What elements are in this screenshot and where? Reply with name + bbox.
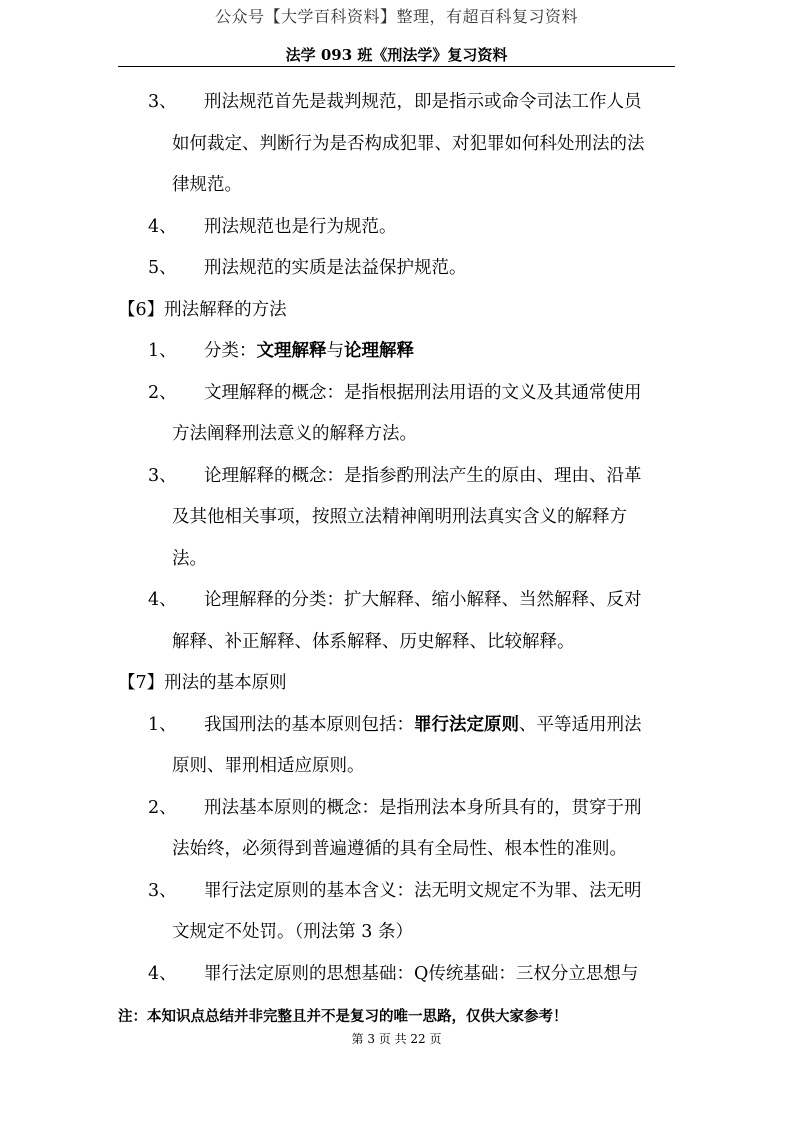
text-fragment: 分类： [204, 341, 257, 361]
list-item [118, 871, 678, 954]
text-fragment: 与 [326, 341, 344, 361]
item-number: 3、 [148, 92, 177, 112]
item-text-line: 文规定不处罚。（刑法第 3 条） [172, 922, 414, 942]
header-divider [118, 66, 675, 67]
item-text-line: 法。 [172, 548, 207, 569]
item-text-line: 解释、补正解释、体系解释、历史解释、比较解释。 [172, 631, 575, 652]
item-text-line: 原则、罪刑相适应原则。 [172, 756, 365, 776]
list-item [118, 82, 678, 207]
item-text-line [204, 331, 678, 373]
text-fragment: 我国刑法的基本原则包括： [204, 714, 414, 735]
item-number: 4、 [148, 963, 177, 984]
watermark-text: 公众号【大学百科资料】整理，有超百科复习资料 [214, 7, 578, 26]
footer-note: 注：本知识点总结并非完整且并不是复习的唯一思路，仅供大家参考！ [118, 1008, 568, 1025]
list-item [118, 248, 678, 290]
page-content [118, 82, 678, 995]
item-text-line: 罪行法定原则的思想基础：Q传统基础：三权分立思想与 [204, 963, 639, 984]
section-heading: 【6】刑法解释的方法 [118, 299, 287, 320]
item-number: 3、 [148, 465, 177, 486]
item-number: 3、 [148, 880, 177, 901]
item-text-line: 法始终，必须得到普遍遵循的具有全局性、根本性的准则。 [172, 839, 627, 859]
text-fragment: 、平等适用刑法 [519, 714, 642, 735]
item-number: 4、 [148, 216, 177, 237]
item-text-line [204, 705, 678, 747]
list-item [118, 373, 678, 456]
list-item [118, 456, 678, 581]
item-text-line: 文理解释的概念：是指根据刑法用语的文义及其通常使用 [204, 382, 642, 403]
page-number: 第 3 页 共 22 页 [351, 1032, 442, 1046]
item-text-line: 刑法规范的实质是法益保护规范。 [204, 258, 467, 278]
item-text-line: 论理解释的概念：是指参酌刑法产生的原由、理由、沿革 [204, 465, 642, 486]
list-item [118, 954, 678, 996]
item-number: 2、 [148, 797, 177, 818]
bold-term: 论理解释 [344, 341, 414, 361]
list-item [118, 580, 678, 663]
list-item [118, 788, 678, 871]
item-text-line: 及其他相关事项，按照立法精神阐明刑法真实含义的解释方 [172, 507, 627, 527]
item-number: 1、 [148, 714, 177, 735]
item-text-line: 律规范。 [172, 175, 242, 195]
item-text-line: 罪行法定原则的基本含义：法无明文规定不为罪、法无明 [204, 880, 642, 901]
item-text-line: 论理解释的分类：扩大解释、缩小解释、当然解释、反对 [204, 590, 642, 610]
item-text-line: 刑法规范首先是裁判规范，即是指示或命令司法工作人员 [204, 92, 642, 112]
bold-term: 文理解释 [256, 341, 327, 361]
list-item [118, 207, 678, 249]
list-item [118, 331, 678, 373]
list-item [118, 705, 678, 788]
item-text-line: 刑法基本原则的概念：是指刑法本身所具有的，贯穿于刑 [204, 797, 642, 818]
item-text-line: 如何裁定、判断行为是否构成犯罪、对犯罪如何科处刑法的法 [172, 133, 645, 154]
item-number: 4、 [148, 590, 177, 610]
section-heading: 【7】刑法的基本原则 [118, 673, 287, 693]
item-text-line: 刑法规范也是行为规范。 [204, 216, 397, 237]
document-title: 法学 093 班《刑法学》复习资料 [285, 46, 508, 64]
item-number: 2、 [148, 382, 177, 403]
item-number: 1、 [148, 341, 177, 361]
item-text-line: 方法阐释刑法意义的解释方法。 [172, 424, 417, 444]
bold-term: 罪行法定原则 [414, 714, 519, 735]
item-number: 5、 [148, 258, 177, 278]
